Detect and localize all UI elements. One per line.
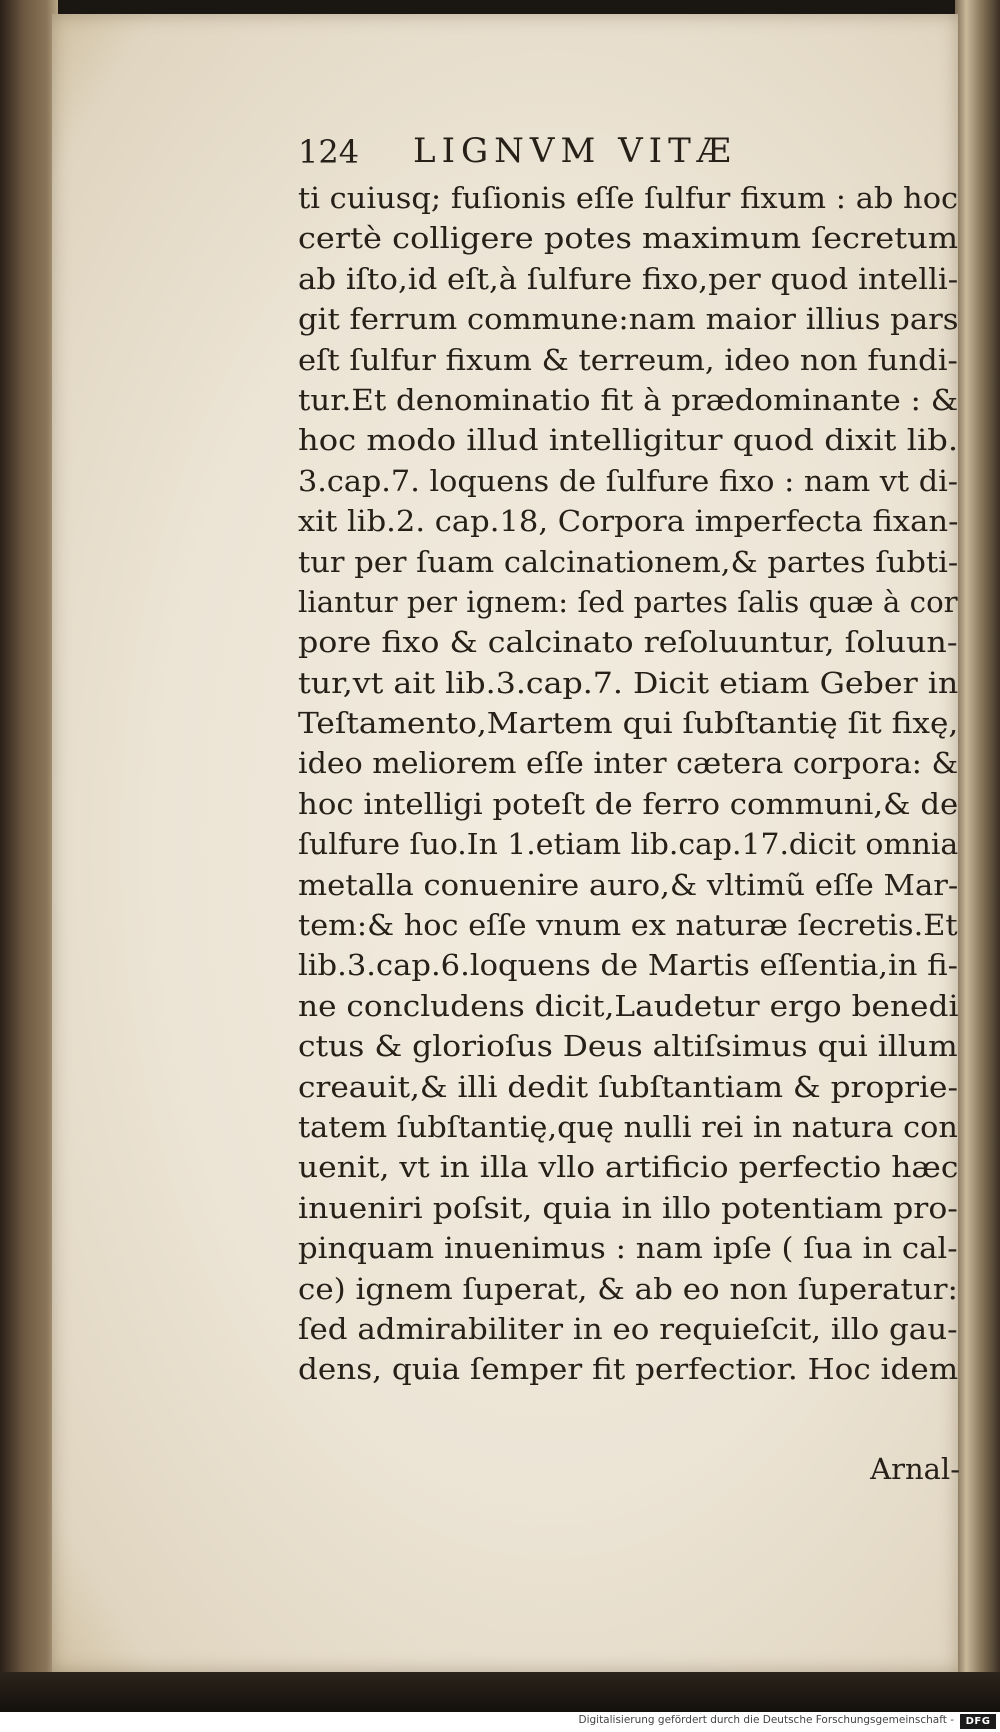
text-line: hoc intelligi poteſt de ferro communi,& de [298, 786, 959, 821]
text-line: pore fixo & calcinato reſoluuntur, ſoluun- [298, 625, 958, 660]
text-line: ſulfure ſuo.In 1.etiam lib.cap.17.dicit omnia [298, 827, 959, 862]
funding-credit: Digitalisierung gefördert durch die Deutsche Forschungsgemeinschaft - [578, 1714, 954, 1726]
text-line: xit lib.2. cap.18, Corpora imperfecta fixan- [298, 504, 959, 539]
text-line: tem:& hoc eſſe vnum ex naturæ ſecretis.Et [298, 908, 958, 943]
text-line: git ferrum commune:nam maior illius pars [298, 302, 959, 337]
text-line: dens, quia ſemper fit perfectior. Hoc idem [298, 1352, 959, 1387]
text-line: ti cuiusq; fuſionis eſſe ſulfur fixum : ab hoc [298, 181, 959, 215]
dfg-logo: DFG [960, 1714, 996, 1729]
text-line: ab iſto,id eſt,à ſulfure fixo,per quod intelli- [298, 261, 959, 296]
text-line: inueniri poſsit, quia in illo potentiam pro- [298, 1190, 958, 1225]
text-line: tatem ſubſtantię,quę nulli rei in natura con [298, 1109, 958, 1144]
text-line: ſed admirabiliter in eo requieſcit, illo gau- [298, 1311, 958, 1346]
page-number: 124 [298, 133, 360, 171]
text-line: tur.Et denominatio fit à prædominante : & [298, 382, 959, 417]
text-line: hoc modo illud intelligitur quod dixit lib. [298, 423, 959, 458]
text-line: tur per ſuam calcinationem,& partes ſubti- [298, 544, 959, 579]
body-text [298, 178, 958, 1390]
text-line: liantur per ignem: ſed partes ſalis quæ à cor [298, 584, 958, 619]
catchword: Arnal- [870, 1452, 960, 1486]
text-line: tur,vt ait lib.3.cap.7. Dicit etiam Geber in [298, 665, 959, 700]
text-line: ctus & glorioſus Deus altiſsimus qui illum [298, 1029, 958, 1064]
text-line: creauit,& illi dedit ſubſtantiam & proprie- [298, 1069, 959, 1104]
text-line: Teſtamento,Martem qui ſubſtantię ſit fixę, [298, 706, 959, 741]
scan-bottom-shadow [0, 1672, 1000, 1714]
text-line: ne concludens dicit,Laudetur ergo benedi [298, 988, 959, 1023]
text-line: uenit, vt in illa vllo artificio perfectio hæc [298, 1150, 959, 1185]
text-line: eſt ſulfur fixum & terreum, ideo non fundi- [298, 342, 958, 377]
text-line: 3.cap.7. loquens de ſulfure fixo : nam vt di- [298, 463, 959, 498]
text-line: metalla conuenire auro,& vltimũ eſſe Mar- [298, 867, 959, 902]
text-line: lib.3.cap.6.loquens de Martis eſſentia,in fi- [298, 948, 958, 983]
text-line: ideo meliorem eſſe inter cætera corpora: & [298, 746, 959, 781]
running-title: LIGNVM VITÆ [413, 131, 737, 171]
text-line: certè colligere potes maximum ſecretum [298, 221, 959, 256]
text-line: pinquam inuenimus : nam ipſe ( ſua in cal- [298, 1231, 958, 1266]
text-line: ce) ignem ſuperat, & ab eo non ſuperatur: [298, 1271, 958, 1306]
left-page-edge [0, 0, 58, 1680]
